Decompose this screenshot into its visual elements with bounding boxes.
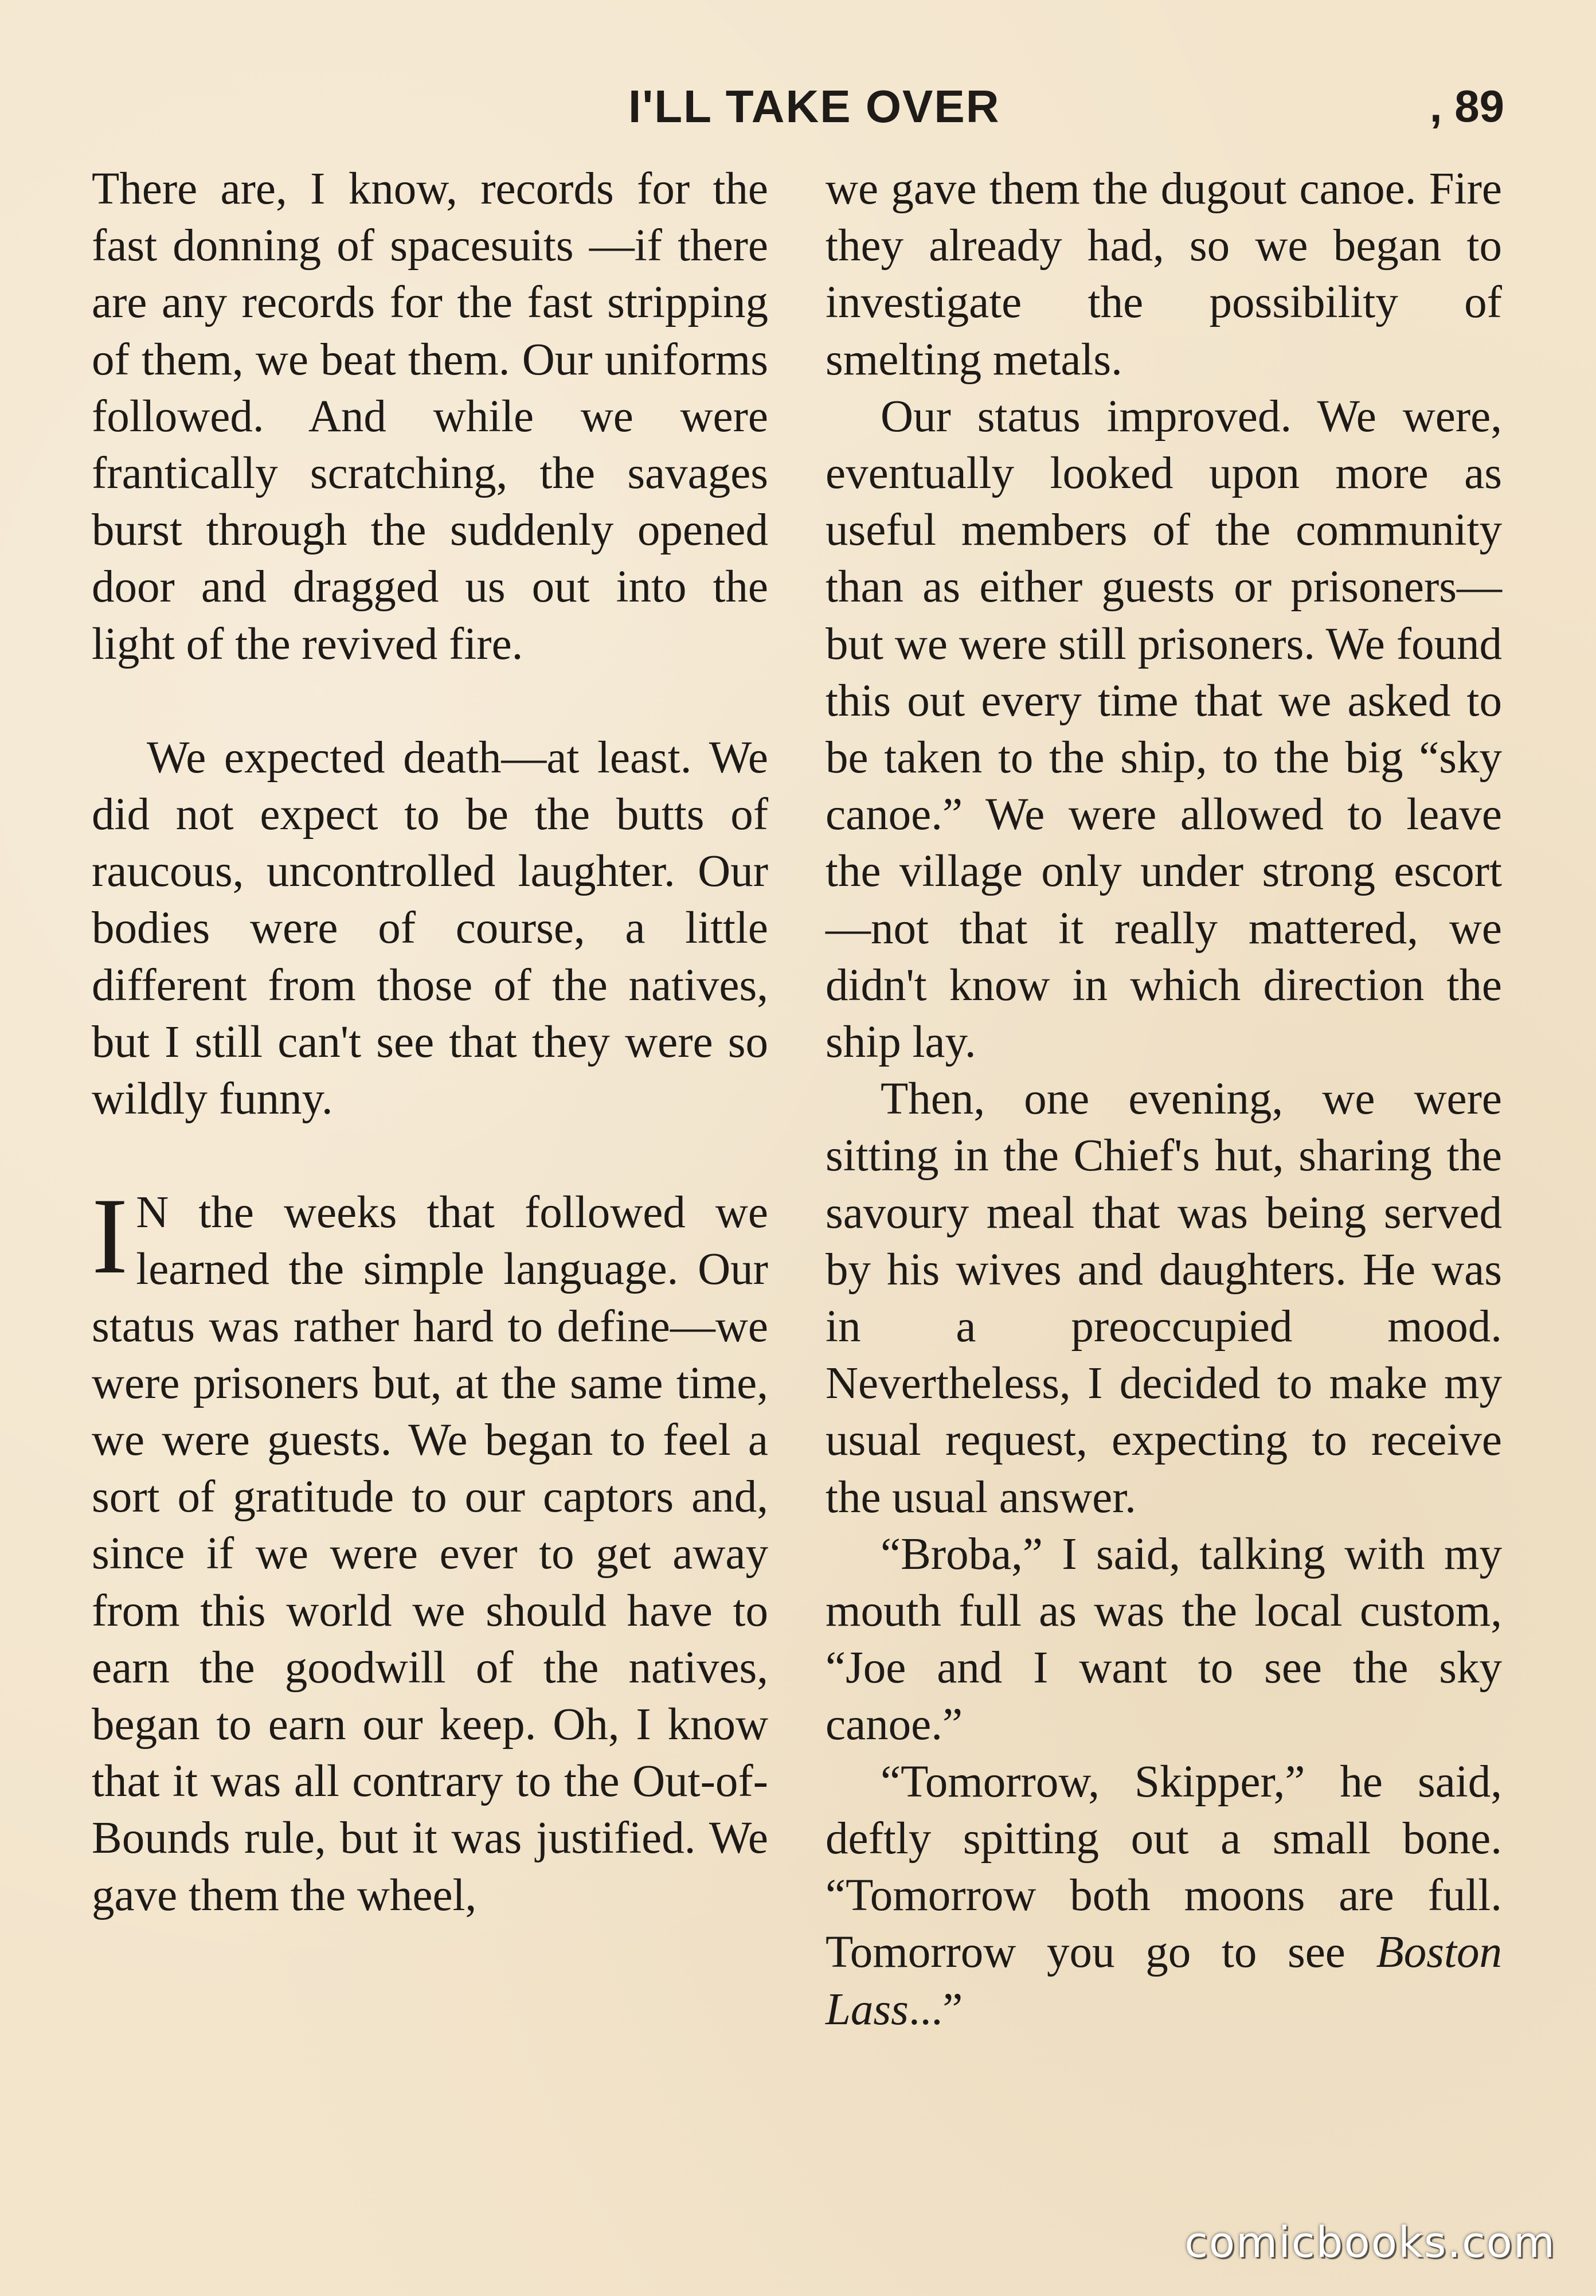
drop-cap: I (92, 1176, 128, 1297)
paragraph-broba: “Broba,” I said, talking with my mouth full as was the local custom, “Joe and I want to see the sky canoe.” (826, 1529, 1502, 1750)
paragraph-expected-death: We expected death—at least. We did not expect to be the butts of raucous, uncontrolled laughter. Our bodies were of course, a little different from those of the natives, but I still can't see that they were so wildly funny. (92, 732, 768, 1124)
right-column (826, 161, 1502, 2038)
paragraph-tomorrow (826, 1754, 1502, 2038)
page-number-value: 89 (1454, 81, 1504, 131)
page-header (0, 80, 1596, 143)
paragraph-dugout-canoe: we gave them the dugout canoe. Fire they already had, so we began to investigate the possibility of smelting metals. (826, 164, 1502, 385)
paragraph-tomorrow-end: ...” (908, 1984, 963, 2035)
paragraph-spacesuits: There are, I know, records for the fast donning of spacesuits —if there are any records for the fast stripping of them, we beat them. Our uniforms followed. And while we were frantically scratching, the savages burst through the suddenly opened door and dragged us out into the light of the revived fire. (92, 164, 768, 669)
paragraph-weeks-followed-text: N the weeks that followed we learned the simple language. Our status was rather hard to define—we were prisoners but, at the same time, we were guests. We began to feel a sort of gratitude to our captors and, since if we were ever to get away from this world we should have to earn the goodwill of the natives, began to earn our keep. Oh, I know that it was all contrary to the Out-of-Bounds rule, but it was justified. We gave them the wheel, (92, 1188, 768, 1920)
watermark-logo: comicbooks.com (1184, 2218, 1556, 2267)
paragraph-tomorrow-text: “Tomorrow, Skipper,” he said, deftly spitting out a small bone. “Tomorrow both moons are full. Tomorrow you go to see (826, 1756, 1502, 1978)
ship-name: Boston Lass (826, 1927, 1502, 2035)
paragraph-one-evening: Then, one evening, we were sitting in the Chief's hut, sharing the savoury meal that was being served by his wives and daughters. He was in a preoccupied mood. Nevertheless, I decided to make my usual request, expecting to receive the usual answer. (826, 1074, 1502, 1522)
paragraph-weeks-followed (92, 1176, 768, 1924)
page-number: , 89 (1429, 81, 1504, 131)
paragraph-status-improved: Our status improved. We were, eventually looked upon more as useful members of the community than as either guests or prisoners—but we were still prisoners. We found this out every time that we asked to be taken to the ship, to the big “sky canoe.” We were allowed to leave the village only under strong escort —not that it really mattered, we didn't know in which direction the ship lay. (826, 391, 1502, 1068)
left-column (92, 161, 768, 1924)
running-title: I'LL TAKE OVER (628, 81, 1000, 132)
